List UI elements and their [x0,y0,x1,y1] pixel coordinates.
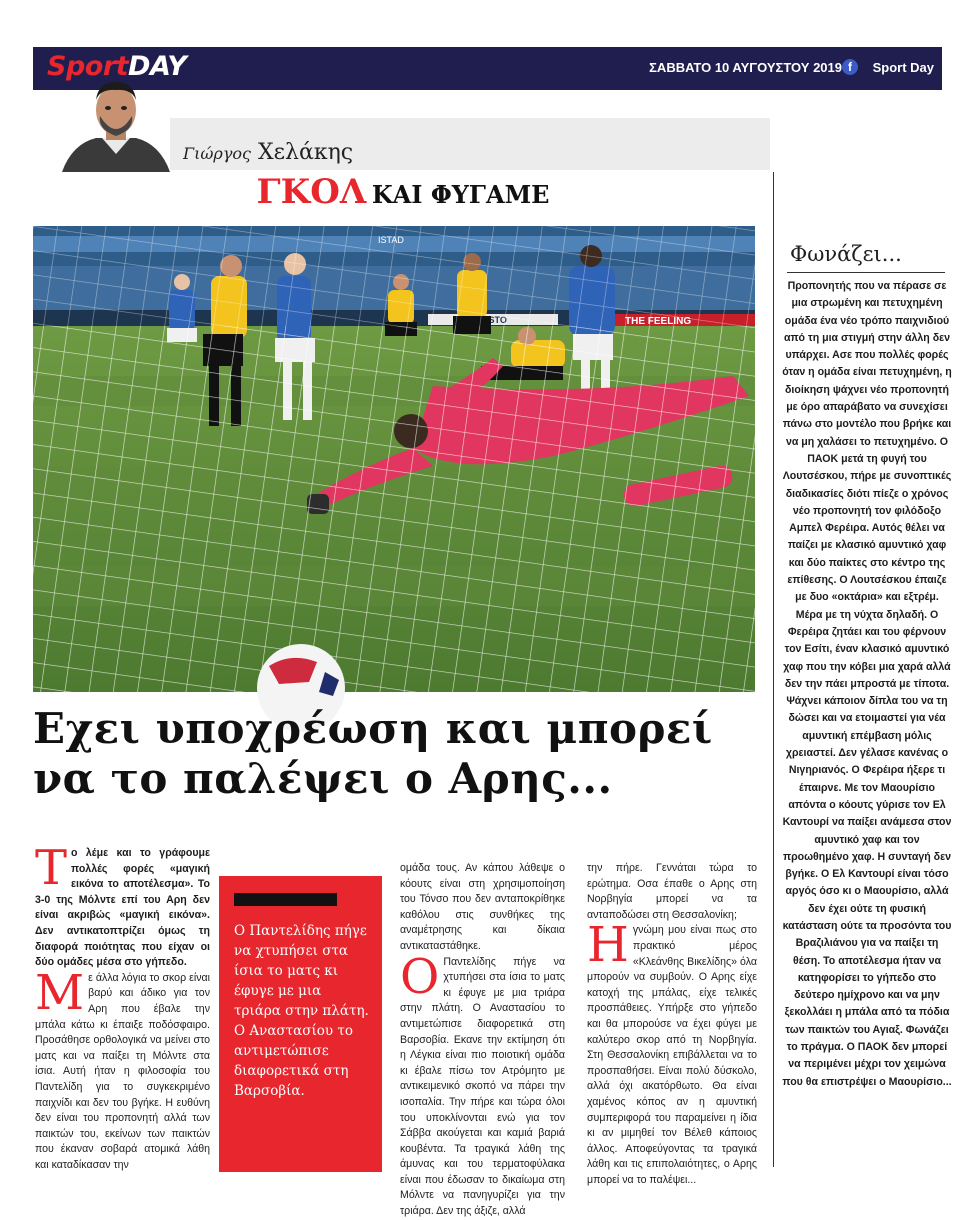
column-divider [773,172,774,1167]
author-first-name: Γιώργος [183,144,251,163]
author-portrait-icon [62,72,170,172]
article-kicker [33,172,773,212]
intro-text: ο λέμε και το γράφουμε πολλές φορές «μαγική εικόνα το αποτέλεσμα». Το 3-0 της Μόλντε επί του Αρη δεν είναι ακριβώς «μαγική εικόνα». Δεν αντικατοπτρίζει όμως τη διαφορά ποιότητας που είχαν οι δύο ομάδες μέσα στο γήπεδο. [35,847,210,969]
article-column-1 [35,840,210,1173]
dropcap: Μ [35,964,85,1021]
body-text: ομάδα τους. Αν κάπου λάθεψε ο κόουτς είναι στη χρησιμοποίηση του Τόνσο που δεν ανταποκρίθηκε καθόλου στις συνθήκες της αναμέτρησης και δίκαια αντικαταστάθηκε. [400,862,565,952]
body-text: γνώμη μου είναι πως στο πρακτικό μέρος «Κλεάνθης Βικελίδης» όλα μπορούν να συμβούν. Ο Αρης είχε κατοχή της μπάλας, είχε τελικές προσπάθειες. Υπήρξε στο γήπεδο και θα μπορούσε να έχει φύγει με καλύτερο σκορ από τη Νορβηγία. Στη Θεσσαλονίκη επιβάλλεται να το προσπαθήσει. Είναι πολύ δύσκολο, αλλά όχι ακατόρθωτο. Θα είναι χαμένος κόπος αν η αμυντική συμπεριφορά του παραμείνει η ίδια κι αν μιμηθεί τον Βέλεθ κάποιος άλλος. Αποφεύγοντας τα τραγικά λάθη και τις επιπολαιότητες, ο Αρης μπορεί να το παλέψει... [587,924,757,1186]
body-text: την πήρε. Γεννάται τώρα το ερώτημα. Οσα έπαθε ο Αρης στη Νορβηγία μπορεί να τα ανταποδώσει στη Θεσσαλονίκη; [587,862,757,921]
body-text: Παντελίδης πήγε να χτυπήσει στα ίσια το ματς κι έφυγε με μια τριάρα στην πλάτη. Ο Αναστασίου το αντιμετώπισε διαφορετικά στη Βαρσοβία. Εκανε την εκτίμηση ότι η Λέγκια είναι πιο ποιοτική ομάδα κι έβαλε πίσω τον Ατρόμητο με αντικειμενικό σκοπό να πάρει την ισοπαλία. Την πήρε και τώρα όλοι του υποκλίνονται ενώ για τον Σάββα ακούγεται και καμιά βαριά κουβέντα. Τα τραγικά λάθη της άμυνας και του τερματοφύλακα είναι που έδωσαν το δικαίωμα στη Μόλντε να πανηγυρίζει για την τριάρα. Δεν της άξιζε, αλλά [400,955,565,1218]
kicker-black-text: ΚΑΙ ΦΥΓΑΜΕ [371,180,550,209]
pull-quote-text: Ο Παντελίδης πήγε να χτυπήσει στα ίσια το ματς κι έφυγε με μια τριάρα στην πλάτη. Ο Αναστασίου το αντιμετώπισε διαφορετικά στη Βαρσοβία. [234,923,369,1099]
author-last-name: Χελάκης [257,140,354,165]
logo-sport-text: Sport [47,51,129,82]
article-column-2 [400,861,565,1220]
dropcap: Ο [400,948,440,1005]
sidebar-title: Φωνάζει... [790,242,902,266]
dropcap: Τ [35,840,68,896]
kicker-red-text: ΓΚΟΛ [256,172,367,212]
sidebar-rule [787,272,945,273]
pull-quote-box [219,876,382,1172]
paragraph [400,948,565,1220]
headline-line-2: να το παλέψει ο Αρης... [33,754,613,803]
body-text: ε άλλα λόγια το σκορ είναι βαρύ και άδικο για τον Αρη που έβαλε την μπάλα κάτω κι έπαιξε ποδόσφαιρο. Προσάθησε ορθολογικά να μείνει στο ματς και να παίξει τη Μόλντε στα ίσια. Αυτή ήταν η φιλοσοφία του Παντελίδη για το συγκεκριμένο παιχνίδι και δεν του βγήκε. Η ευθύνη δεν είναι του προπονητή αλλά των παικτών του, εκείνων των παικτών που έκαναν σοβαρά ατομικά λάθη και καταδίκασαν την [35,971,210,1171]
sidebar-text: Προπονητής που να πέρασε σε μια στρωμένη και πετυχημένη ομάδα ένα νέο τρόπο παιχνιδιού από τη μια στιγμή στην άλλη δεν υπάρχει. Ασε που πολλές φορές όταν η ομάδα είναι πετυχημένη, η διοίκηση ψάχνει νέο προπονητή με όρο απαράβατο να συνεχίσει πάνω στο μοντέλο που βρήκε και να μη χαλάσει το πετυχημένο. Ο ΠΑΟΚ μετά τη φυγή του Λουτσέσκου, πήρε με συνοπτικές διαδικασίες διότι πίεζε ο χρόνος νέο προπονητή τον φιλόδοξο Αμπελ Φερέιρα. Αυτός θέλει να παίζει με κλασικό αμυντικό χαφ και δύο παίκτες στο κέντρο της επίθεσης. Ο Λουτσέσκου έπαιζε με δυο «οκτάρια» και εξτρέμ. Μέρα με τη νύχτα δηλαδή. Ο Φερέιρα ζητάει και του φέρνουν τον Εσίτι, έναν κλασικό αμυντικό χαφ που την κόβει μια χαρά αλλά δεν την πάει μπροστά με τίποτα. Ψάχνει κάποιον δίπλα του να τη δώσει και να ετοιμαστεί για νέα αμυντική επέμβαση μόλις χρειαστεί. Δεν γέλασε κανένας ο Νιγηριανός. Ο Φερέιρα ήξερε τι έπαιρνε. Με τον Μαουρίσιο απόντα ο κόουτς γύρισε τον Ελ Καντουρί να παίξει ανάμεσα στον αμυντικό χαφ και τον προωθημένο χαφ. Η συνταγή δεν βγήκε. Ο Ελ Καντουρί είναι τόσο αργός όσο κι ο Μαουρίσιο, αλλά δεν έχει ούτε τη φυσική κατάσταση ούτε τα προσόντα του Βραζιλιάνου για να παίξει τη θέση. Το αποτέλεσμα ήταν να κατηφορίσει το γήπεδο στο δεύτερο ημίχρονο και να μην ξεκολλάει η μπάλα από τα πόδια των παικτών του Αγιαξ. Φωνάζει το πράγμα. Ο ΠΑΟΚ δεν μπορεί να περιμένει μέχρι τον χειμώνα που θα επιστρέψει ο Μαουρίσιο... [782,280,952,1088]
header-brand: Sport Day [872,60,934,75]
pull-quote-bar [234,893,337,906]
facebook-icon: f [842,59,858,75]
headline [33,704,773,804]
football-goal-photo-icon [33,226,755,692]
headline-line-1: Εχει υποχρέωση και μπορεί [33,704,713,753]
author-name [183,140,353,165]
issue-date: ΣΑΒΒΑΤΟ 10 ΑΥΓΟΥΣΤΟΥ 2019 [649,60,842,75]
logo-day-text: DAY [128,51,187,82]
paragraph [35,840,210,971]
dropcap: Η [587,917,629,974]
paragraph [587,917,757,1188]
paragraph [35,964,210,1174]
article-column-3 [587,861,757,1188]
